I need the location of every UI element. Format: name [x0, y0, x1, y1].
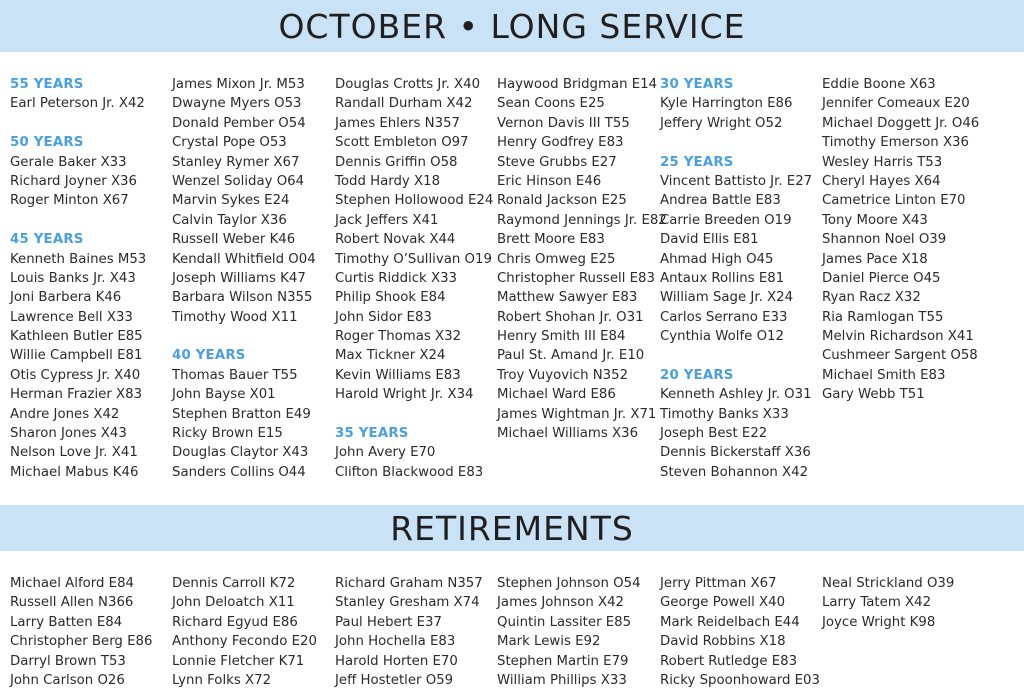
- long-service-column: [660, 75, 820, 482]
- employee-entry: Michael Doggett Jr. O46: [822, 115, 980, 131]
- retiree-entry: Richard Graham N357: [335, 576, 483, 591]
- retiree-entry: Jeff Hostetler O59: [335, 672, 454, 688]
- retiree-entry: Christopher Berg E86: [10, 634, 153, 650]
- retiree-entry: Lynn Folks X72: [172, 672, 272, 688]
- retiree-entry: Paul Hebert E37: [335, 614, 442, 630]
- employee-entry: Willie Campbell E81: [10, 348, 143, 364]
- employee-entry: Marvin Sykes E24: [172, 193, 290, 209]
- long-service-column: [172, 75, 332, 482]
- retirements-banner: [0, 505, 1024, 551]
- employee-entry: Gary Webb T51: [822, 387, 925, 403]
- employee-entry: Roger Thomas X32: [335, 329, 462, 345]
- employee-entry: Scott Embleton O97: [335, 135, 469, 151]
- employee-entry: Philip Shook E84: [335, 290, 446, 306]
- employee-entry: Daniel Pierce O45: [822, 270, 941, 286]
- retiree-entry: Stephen Johnson O54: [497, 576, 641, 591]
- employee-entry: James Pace X18: [822, 251, 928, 267]
- retiree-entry: John Hochella E83: [335, 634, 456, 650]
- employee-entry: Andrea Battle E83: [660, 193, 781, 209]
- employee-entry: Carlos Serrano E33: [660, 309, 788, 325]
- employee-entry: Randall Durham X42: [335, 96, 473, 112]
- employee-entry: Michael Ward E86: [497, 387, 616, 403]
- employee-entry: Nelson Love Jr. X41: [10, 445, 138, 461]
- employee-entry: Haywood Bridgman E14: [497, 77, 658, 92]
- retiree-entry: John Deloatch X11: [172, 595, 295, 611]
- employee-entry: Shannon Noel O39: [822, 232, 947, 248]
- spacer: [10, 114, 170, 133]
- employee-entry: Michael Smith E83: [822, 367, 946, 383]
- retirements-column: [10, 574, 170, 690]
- employee-entry: Thomas Bauer T55: [172, 367, 298, 383]
- employee-entry: Kevin Williams E83: [335, 367, 461, 383]
- employee-entry: Curtis Riddick X33: [335, 270, 458, 286]
- employee-entry: Robert Novak X44: [335, 232, 456, 248]
- employee-entry: Eric Hinson E46: [497, 173, 602, 189]
- retiree-entry: Stanley Gresham X74: [335, 595, 480, 611]
- long-service-column: [497, 75, 667, 443]
- employee-entry: Kenneth Ashley Jr. O31: [660, 387, 812, 403]
- employee-entry: Henry Smith III E84: [497, 329, 626, 345]
- retiree-entry: Russell Allen N366: [10, 595, 134, 611]
- retiree-entry: Michael Alford E84: [10, 576, 134, 591]
- employee-entry: Joni Barbera K46: [10, 290, 122, 306]
- spacer: [335, 405, 495, 424]
- employee-entry: Jennifer Comeaux E20: [822, 96, 970, 112]
- retiree-entry: Darryl Brown T53: [10, 653, 126, 669]
- retiree-entry: Harold Horten E70: [335, 653, 458, 669]
- employee-entry: Antaux Rollins E81: [660, 270, 785, 286]
- years-heading: 30 YEARS: [660, 77, 734, 92]
- employee-entry: Earl Peterson Jr. X42: [10, 96, 145, 112]
- employee-entry: John Bayse X01: [172, 387, 276, 403]
- employee-entry: Stephen Hollowood E24: [335, 193, 494, 209]
- employee-entry: Dennis Griffin O58: [335, 154, 458, 170]
- spacer: [172, 327, 332, 346]
- retiree-entry: Richard Egyud E86: [172, 614, 298, 630]
- employee-entry: John Avery E70: [335, 445, 436, 461]
- employee-entry: Kathleen Butler E85: [10, 329, 143, 345]
- years-heading: 25 YEARS: [660, 154, 734, 170]
- employee-entry: Douglas Claytor X43: [172, 445, 309, 461]
- retiree-entry: James Johnson X42: [497, 595, 625, 611]
- employee-entry: Crystal Pope O53: [172, 135, 287, 151]
- employee-entry: Chris Omweg E25: [497, 251, 616, 267]
- employee-entry: Kyle Harrington E86: [660, 96, 793, 112]
- long-service-banner: [0, 0, 1024, 52]
- employee-entry: Kenneth Baines M53: [10, 251, 147, 267]
- employee-entry: Michael Williams X36: [497, 426, 639, 442]
- employee-entry: Ronald Jackson E25: [497, 193, 627, 209]
- employee-entry: Clifton Blackwood E83: [335, 464, 484, 480]
- employee-entry: Roger Minton X67: [10, 193, 129, 209]
- employee-entry: Robert Shohan Jr. O31: [497, 309, 644, 325]
- retiree-entry: John Carlson O26: [10, 672, 125, 688]
- retiree-entry: Ricky Spoonhoward E03: [660, 672, 820, 688]
- employee-entry: Louis Banks Jr. X43: [10, 270, 136, 286]
- long-service-column: [822, 75, 982, 405]
- employee-entry: Sanders Collins O44: [172, 464, 306, 480]
- retirements-column: [822, 574, 982, 632]
- retirements-column: [497, 574, 657, 690]
- employee-entry: Tony Moore X43: [822, 212, 928, 228]
- employee-entry: Jack Jeffers X41: [335, 212, 439, 228]
- years-heading: 45 YEARS: [10, 232, 84, 248]
- employee-entry: Todd Hardy X18: [335, 173, 441, 189]
- retiree-entry: Robert Rutledge E83: [660, 653, 798, 669]
- employee-entry: Max Tickner X24: [335, 348, 446, 364]
- employee-entry: Calvin Taylor X36: [172, 212, 287, 228]
- employee-entry: David Ellis E81: [660, 232, 759, 248]
- employee-entry: Ria Ramlogan T55: [822, 309, 944, 325]
- employee-entry: Wenzel Soliday O64: [172, 173, 305, 189]
- employee-entry: Douglas Crotts Jr. X40: [335, 77, 481, 92]
- employee-entry: Vincent Battisto Jr. E27: [660, 173, 813, 189]
- employee-entry: Richard Joyner X36: [10, 173, 137, 189]
- long-service-column: [335, 75, 495, 482]
- long-service-column: [10, 75, 170, 482]
- employee-entry: John Sidor E83: [335, 309, 432, 325]
- retirements-title: RETIREMENTS: [390, 508, 634, 548]
- retirements-column: [335, 574, 495, 690]
- employee-entry: Donald Pember O54: [172, 115, 306, 131]
- retiree-entry: Stephen Martin E79: [497, 653, 629, 669]
- employee-entry: Ahmad High O45: [660, 251, 774, 267]
- retiree-entry: Anthony Fecondo E20: [172, 634, 317, 650]
- employee-entry: Dennis Bickerstaff X36: [660, 445, 811, 461]
- employee-entry: Troy Vuyovich N352: [497, 367, 629, 383]
- retiree-entry: Quintin Lassiter E85: [497, 614, 632, 630]
- retirements-column: [172, 574, 332, 690]
- employee-entry: Brett Moore E83: [497, 232, 605, 248]
- employee-entry: Carrie Breeden O19: [660, 212, 792, 228]
- retiree-entry: Jerry Pittman X67: [660, 576, 777, 591]
- employee-entry: Henry Godfrey E83: [497, 135, 624, 151]
- retiree-entry: David Robbins X18: [660, 634, 786, 650]
- retiree-entry: Mark Lewis E92: [497, 634, 601, 650]
- employee-entry: Joseph Williams K47: [172, 270, 306, 286]
- retiree-entry: Neal Strickland O39: [822, 576, 955, 591]
- years-heading: 40 YEARS: [172, 348, 246, 364]
- employee-entry: Wesley Harris T53: [822, 154, 943, 170]
- employee-entry: Andre Jones X42: [10, 406, 120, 422]
- years-heading: 20 YEARS: [660, 367, 734, 383]
- employee-entry: Cushmeer Sargent O58: [822, 348, 978, 364]
- employee-entry: Ricky Brown E15: [172, 426, 283, 442]
- employee-entry: Herman Frazier X83: [10, 387, 143, 403]
- employee-entry: Russell Weber K46: [172, 232, 296, 248]
- retiree-entry: William Phillips X33: [497, 672, 627, 688]
- retiree-entry: Larry Tatem X42: [822, 595, 932, 611]
- employee-entry: Stephen Bratton E49: [172, 406, 311, 422]
- employee-entry: Dwayne Myers O53: [172, 96, 302, 112]
- retiree-entry: Larry Batten E84: [10, 614, 123, 630]
- employee-entry: Michael Mabus K46: [10, 464, 139, 480]
- employee-entry: Paul St. Amand Jr. E10: [497, 348, 645, 364]
- years-heading: 35 YEARS: [335, 426, 409, 442]
- employee-entry: Matthew Sawyer E83: [497, 290, 638, 306]
- employee-entry: Otis Cypress Jr. X40: [10, 367, 141, 383]
- employee-entry: Joseph Best E22: [660, 426, 768, 442]
- employee-entry: Harold Wright Jr. X34: [335, 387, 474, 403]
- employee-entry: Cynthia Wolfe O12: [660, 329, 784, 345]
- employee-entry: James Wightman Jr. X71: [497, 406, 657, 422]
- employee-entry: Melvin Richardson X41: [822, 329, 974, 345]
- employee-entry: James Mixon Jr. M53: [172, 77, 305, 92]
- employee-entry: Ryan Racz X32: [822, 290, 921, 306]
- employee-entry: Timothy Emerson X36: [822, 135, 969, 151]
- employee-entry: Sean Coons E25: [497, 96, 605, 112]
- employee-entry: Lawrence Bell X33: [10, 309, 133, 325]
- spacer: [660, 133, 820, 152]
- employee-entry: Jeffery Wright O52: [660, 115, 783, 131]
- employee-entry: James Ehlers N357: [335, 115, 461, 131]
- retiree-entry: Dennis Carroll K72: [172, 576, 296, 591]
- employee-entry: Barbara Wilson N355: [172, 290, 313, 306]
- employee-entry: Christopher Russell E83: [497, 270, 655, 286]
- employee-entry: Timothy O’Sullivan O19: [335, 251, 492, 267]
- employee-entry: Vernon Davis III T55: [497, 115, 630, 131]
- employee-entry: William Sage Jr. X24: [660, 290, 794, 306]
- employee-entry: Sharon Jones X43: [10, 426, 127, 442]
- years-heading: 50 YEARS: [10, 135, 84, 151]
- employee-entry: Cheryl Hayes X64: [822, 173, 941, 189]
- employee-entry: Timothy Wood X11: [172, 309, 298, 325]
- spacer: [10, 211, 170, 230]
- spacer: [660, 346, 820, 365]
- employee-entry: Kendall Whitfield O04: [172, 251, 316, 267]
- retiree-entry: Lonnie Fletcher K71: [172, 653, 305, 669]
- employee-entry: Stanley Rymer X67: [172, 154, 300, 170]
- years-heading: 55 YEARS: [10, 77, 84, 92]
- retiree-entry: George Powell X40: [660, 595, 786, 611]
- employee-entry: Raymond Jennings Jr. E82: [497, 212, 667, 228]
- employee-entry: Cametrice Linton E70: [822, 193, 966, 209]
- employee-entry: Steven Bohannon X42: [660, 464, 809, 480]
- retirements-column: [660, 574, 820, 690]
- employee-entry: Timothy Banks X33: [660, 406, 789, 422]
- retiree-entry: Joyce Wright K98: [822, 614, 936, 630]
- employee-entry: Gerale Baker X33: [10, 154, 127, 170]
- employee-entry: Steve Grubbs E27: [497, 154, 617, 170]
- retiree-entry: Mark Reidelbach E44: [660, 614, 800, 630]
- employee-entry: Eddie Boone X63: [822, 77, 936, 92]
- long-service-title: OCTOBER • LONG SERVICE: [278, 6, 746, 46]
